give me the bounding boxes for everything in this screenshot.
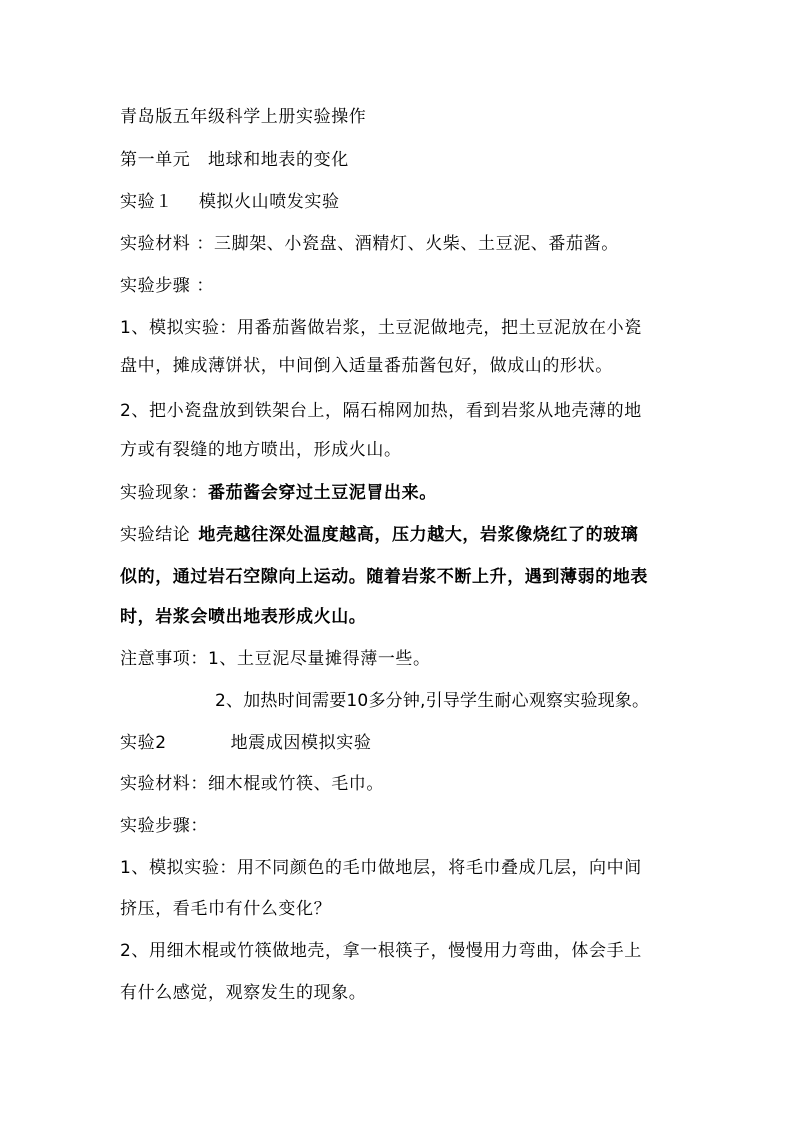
experiment1-conclusion-line3 [120, 607, 366, 627]
experiment1-materials-text: 实验材料 ：三脚架、小瓷盘、酒精灯、火柴、土豆泥、番茄酱。 [120, 234, 619, 254]
experiment1-notes-line1 [120, 649, 431, 669]
experiment1-conclusion-line2 [120, 567, 648, 587]
experiment2-step2-line1-text: 2、用细木棍或竹筷做地壳，拿一根筷子，慢慢用力弯曲，体会手上 [120, 941, 642, 961]
experiment1-conclusion-line2-text: 似的，通过岩石空隙向上运动。随着岩浆不断上升，遇到薄弱的地表 [120, 567, 648, 587]
experiment2-heading-name: 地震成因模拟实验 [230, 733, 372, 753]
experiment1-step1-line2-text: 盘中，摊成薄饼状，中间倒入适量番茄酱包好，做成山的形状。 [120, 356, 613, 376]
experiment1-step1-line1-text: 1、模拟实验：用番茄酱做岩浆，土豆泥做地壳，把土豆泥放在小瓷 [120, 318, 642, 338]
experiment2-materials-text: 实验材料：细木棍或竹筷、毛巾。 [120, 774, 384, 794]
experiment1-step1-line1 [120, 318, 642, 338]
experiment1-heading-name: 模拟火山喷发实验 [198, 192, 340, 212]
experiment2-heading-prefix: 实验2 [120, 733, 167, 753]
experiment1-steps-label [120, 276, 214, 296]
experiment1-heading-prefix: 实验１ [120, 192, 173, 212]
experiment1-step2-line2 [120, 440, 402, 460]
experiment2-steps-label-text: 实验步骤： [120, 816, 208, 836]
experiment1-conclusion-line1 [120, 525, 638, 545]
experiment2-heading [120, 733, 371, 753]
experiment2-step2-line2-text: 有什么感觉，观察发生的现象。 [120, 983, 367, 1003]
experiment1-conclusion-line1-text: 地壳越往深处温度越高，压力越大，岩浆像烧红了的玻璃 [198, 525, 639, 545]
experiment2-materials [120, 774, 384, 794]
experiment1-phenomenon-text: 番茄酱会穿过土豆泥冒出来。 [208, 483, 437, 503]
document-title-text: 青岛版五年级科学上册实验操作 [120, 107, 367, 127]
experiment1-steps-label-text: 实验步骤 ： [120, 276, 215, 296]
experiment1-step2-line2-text: 方或有裂缝的地方喷出，形成火山。 [120, 440, 402, 460]
experiment2-step2-line1 [120, 941, 642, 961]
experiment1-notes-line2 [215, 691, 649, 711]
experiment2-step1-line1 [120, 858, 642, 878]
experiment1-conclusion-line3-text: 时，岩浆会喷出地表形成火山。 [120, 607, 367, 627]
experiment1-phenomenon-label: 实验现象： [120, 483, 208, 503]
document-title [120, 107, 366, 127]
unit-heading-text: 第一单元 地球和地表的变化 [120, 150, 349, 170]
experiment2-step1-line1-text: 1、模拟实验：用不同颜色的毛巾做地层，将毛巾叠成几层，向中间 [120, 858, 642, 878]
experiment1-phenomenon [120, 483, 437, 503]
experiment1-materials [120, 234, 619, 254]
experiment2-steps-label [120, 816, 208, 836]
experiment2-step2-line2 [120, 983, 366, 1003]
experiment1-conclusion-label: 实验结论 [120, 525, 191, 545]
experiment1-step1-line2 [120, 356, 613, 376]
experiment1-step2-line1-text: 2、把小瓷盘放到铁架台上，隔石棉网加热，看到岩浆从地壳薄的地 [120, 401, 642, 421]
experiment2-step1-line2 [120, 899, 331, 919]
unit-heading [120, 150, 349, 170]
experiment1-notes-line2-text: 2、加热时间需要10多分钟,引导学生耐心观察实验现象。 [215, 691, 650, 711]
experiment1-notes-line1-text: 注意事项：1、土豆泥尽量摊得薄一些。 [120, 649, 431, 669]
experiment2-step1-line2-text: 挤压，看毛巾有什么变化？ [120, 899, 332, 919]
experiment1-step2-line1 [120, 401, 642, 421]
experiment1-heading [120, 192, 340, 212]
